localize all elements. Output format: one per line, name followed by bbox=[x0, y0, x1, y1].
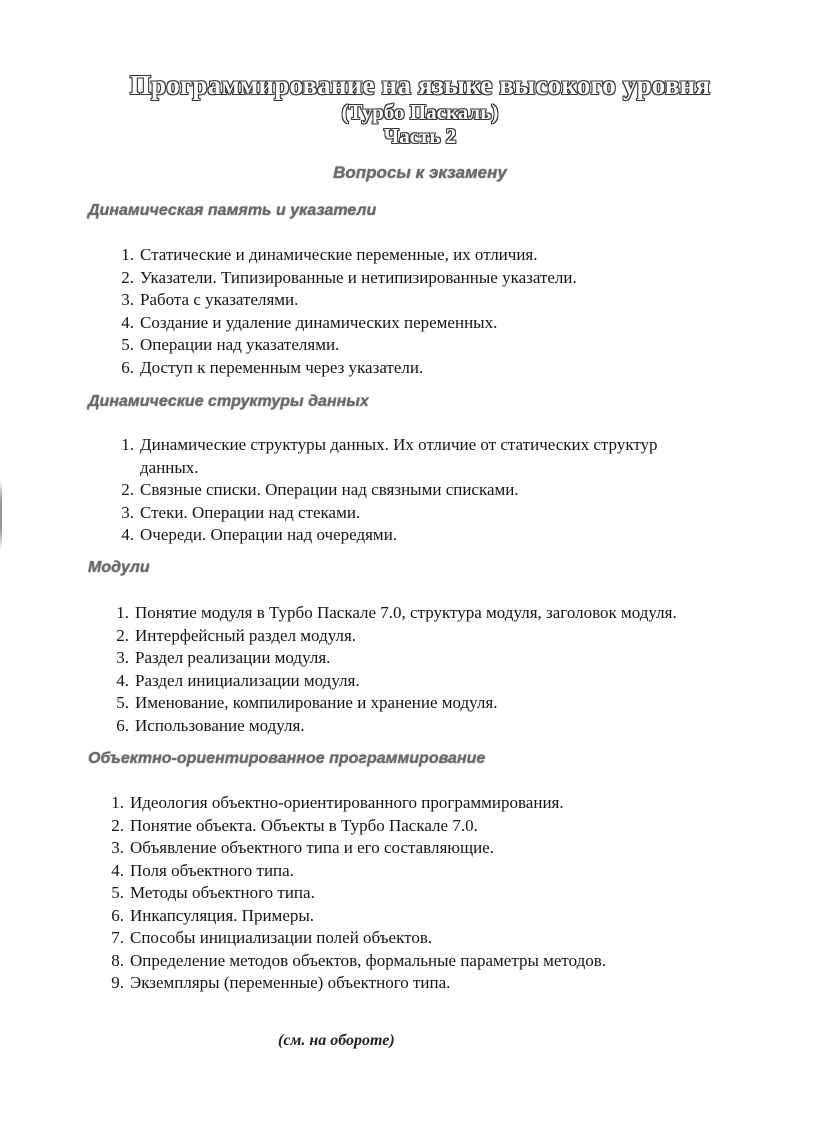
item-text: Работа с указателями. bbox=[140, 290, 299, 309]
scan-edge-mark bbox=[0, 480, 2, 550]
item-number: 4. bbox=[121, 525, 134, 544]
list-item bbox=[110, 502, 700, 525]
list-item bbox=[100, 950, 606, 973]
item-text: Связные списки. Операции над связными списками. bbox=[140, 480, 519, 499]
item-number: 4. bbox=[121, 312, 134, 332]
list-item bbox=[105, 670, 677, 693]
item-text: Поля объектного типа. bbox=[130, 860, 294, 880]
item-text: Объявление объектного типа и его составляющие. bbox=[130, 838, 494, 857]
list-item bbox=[110, 434, 700, 479]
list-item bbox=[110, 524, 700, 547]
list-item bbox=[110, 357, 577, 380]
list-item bbox=[100, 837, 606, 860]
item-text: Определение методов объектов, формальные параметры методов. bbox=[130, 950, 607, 970]
section-heading-dynamic-structures: Динамические структуры данных bbox=[88, 393, 369, 410]
item-number: 5. bbox=[121, 335, 134, 354]
item-text: Создание и удаление динамических переменных. bbox=[140, 312, 498, 332]
item-number: 2. bbox=[121, 480, 134, 499]
item-number: 4. bbox=[111, 860, 124, 880]
list-item bbox=[105, 602, 677, 625]
item-text: Статические и динамические переменные, их отличия. bbox=[140, 245, 538, 264]
item-number: 3. bbox=[116, 648, 129, 667]
item-text: Понятие объекта. Объекты в Турбо Паскале 7.0. bbox=[130, 815, 478, 835]
item-text: Раздел инициализации модуля. bbox=[135, 670, 360, 690]
item-text: Использование модуля. bbox=[135, 715, 305, 735]
item-text: Понятие модуля в Турбо Паскале 7.0, структура модуля, заголовок модуля. bbox=[135, 603, 677, 622]
list-item bbox=[105, 647, 677, 670]
document-part: Часть 2 bbox=[383, 124, 457, 148]
list-item bbox=[105, 692, 677, 715]
item-number: 6. bbox=[116, 715, 129, 735]
item-text: Способы инициализации полей объектов. bbox=[130, 928, 433, 947]
item-number: 1. bbox=[121, 245, 134, 264]
item-number: 3. bbox=[121, 290, 134, 309]
section-heading-oop: Объектно-ориентированное программирование bbox=[88, 750, 486, 767]
list-item bbox=[100, 882, 606, 905]
item-number: 2. bbox=[116, 625, 129, 645]
see-reverse-note: (см. на обороте) bbox=[278, 1032, 395, 1049]
document-title: Программирование на языке высокого уровня bbox=[129, 70, 711, 100]
list-item bbox=[100, 972, 606, 995]
list-item bbox=[110, 267, 577, 290]
item-number: 5. bbox=[111, 883, 124, 902]
question-list-modules bbox=[105, 602, 677, 737]
item-number: 7. bbox=[111, 928, 124, 947]
list-item bbox=[100, 792, 606, 815]
exam-heading: Вопросы к экзамену bbox=[333, 163, 507, 182]
document-subtitle: (Турбо Паскаль) bbox=[341, 100, 499, 124]
item-text: Методы объектного типа. bbox=[130, 883, 315, 902]
section-heading-dynamic-memory: Динамическая память и указатели bbox=[88, 202, 377, 219]
item-number: 6. bbox=[121, 357, 134, 377]
section-heading-modules: Модули bbox=[88, 559, 150, 576]
item-text: Операции над указателями. bbox=[140, 335, 340, 354]
item-text: Указатели. Типизированные и нетипизированные указатели. bbox=[140, 267, 577, 287]
list-item bbox=[110, 289, 577, 312]
item-number: 6. bbox=[111, 905, 124, 925]
item-number: 1. bbox=[111, 793, 124, 812]
item-number: 1. bbox=[116, 603, 129, 622]
list-item bbox=[100, 905, 606, 928]
item-number: 9. bbox=[111, 973, 124, 992]
item-text: Динамические структуры данных. Их отличие от статических структур данных. bbox=[140, 435, 658, 477]
item-text: Интерфейсный раздел модуля. bbox=[135, 625, 357, 645]
item-text: Экземпляры (переменные) объектного типа. bbox=[130, 973, 451, 992]
list-item bbox=[110, 312, 577, 335]
item-text: Именование, компилирование и хранение модуля. bbox=[135, 693, 498, 712]
list-item bbox=[110, 334, 577, 357]
list-item bbox=[105, 625, 677, 648]
item-text: Инкапсуляция. Примеры. bbox=[130, 905, 315, 925]
item-number: 2. bbox=[111, 815, 124, 835]
item-number: 8. bbox=[111, 950, 124, 970]
list-item bbox=[105, 715, 677, 738]
item-number: 5. bbox=[116, 693, 129, 712]
item-number: 3. bbox=[121, 502, 134, 522]
question-list-oop bbox=[100, 792, 606, 995]
list-item bbox=[110, 479, 700, 502]
item-text: Идеология объектно-ориентированного программирования. bbox=[130, 793, 564, 812]
list-item bbox=[100, 860, 606, 883]
list-item bbox=[100, 815, 606, 838]
item-number: 1. bbox=[121, 435, 134, 454]
item-number: 4. bbox=[116, 670, 129, 690]
item-number: 3. bbox=[111, 838, 124, 857]
list-item bbox=[110, 244, 577, 267]
list-item bbox=[100, 927, 606, 950]
question-list-dynamic-structures bbox=[110, 434, 700, 547]
question-list-dynamic-memory bbox=[110, 244, 577, 379]
item-text: Доступ к переменным через указатели. bbox=[140, 357, 424, 377]
item-number: 2. bbox=[121, 267, 134, 287]
item-text: Очереди. Операции над очередями. bbox=[140, 525, 398, 544]
item-text: Раздел реализации модуля. bbox=[135, 648, 331, 667]
item-text: Стеки. Операции над стеками. bbox=[140, 502, 361, 522]
